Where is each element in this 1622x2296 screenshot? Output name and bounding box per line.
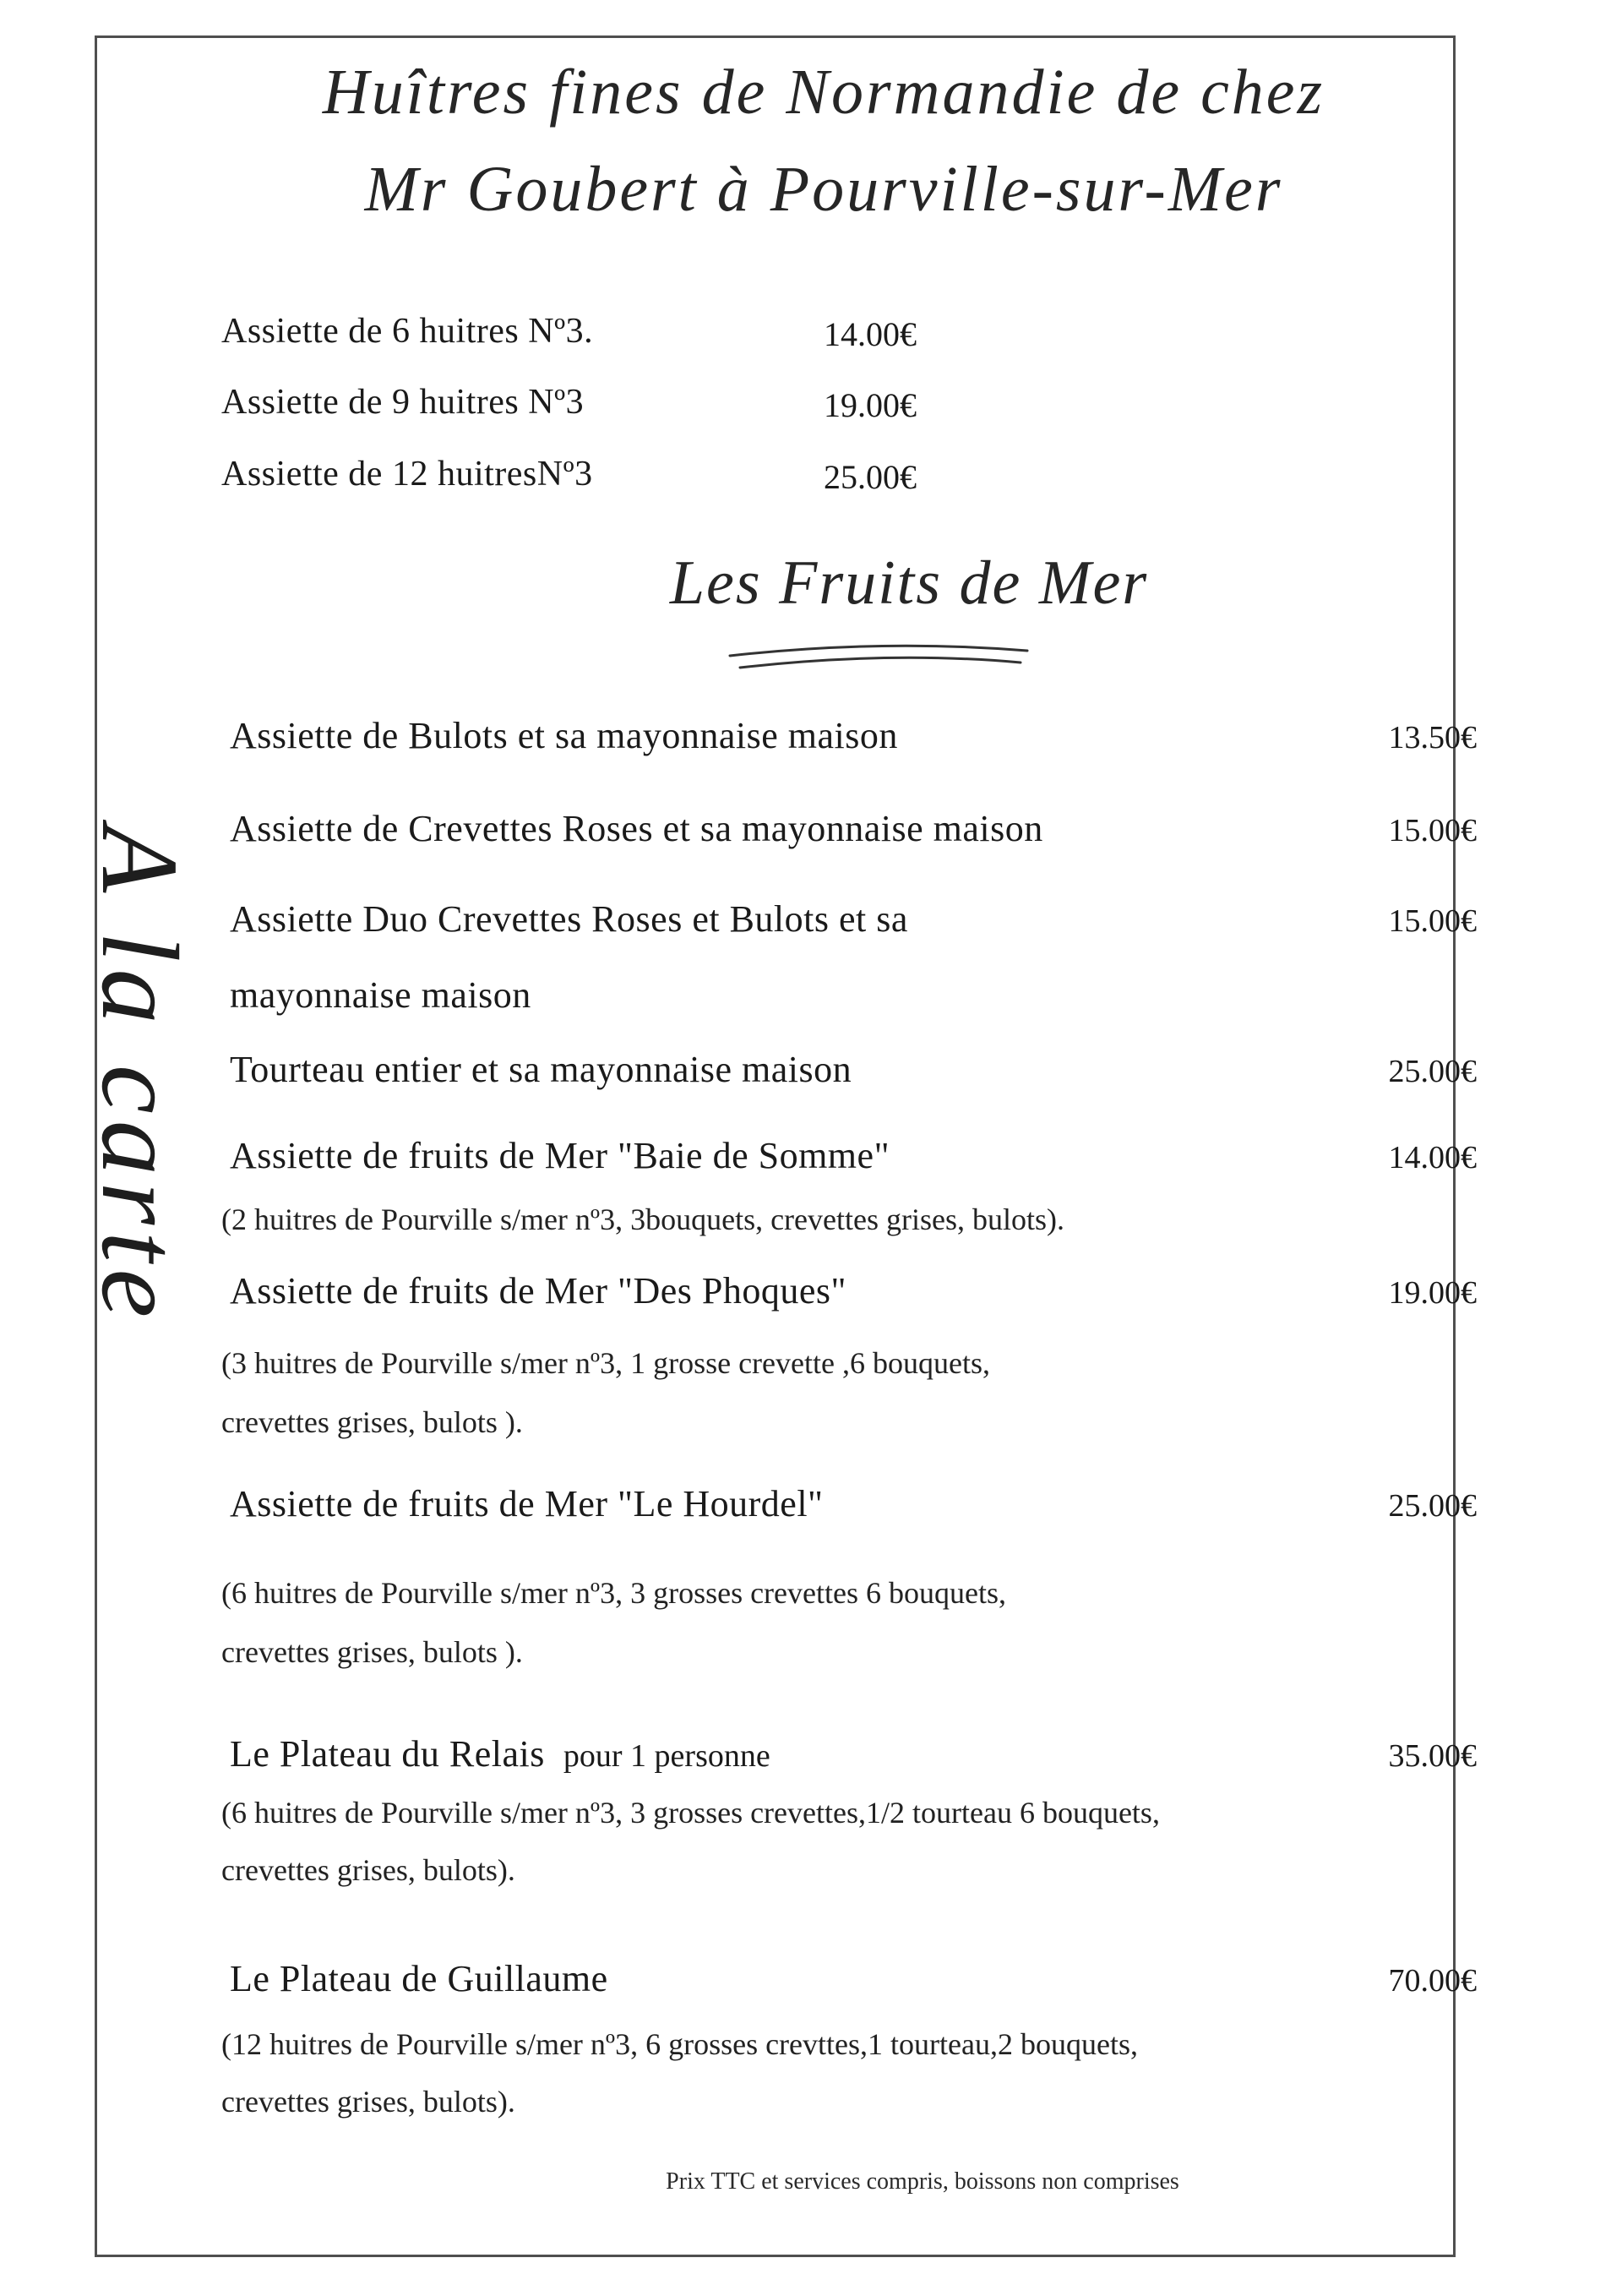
section-title-underline [725, 635, 1032, 673]
footer-note: Prix TTC et services compris, boissons non comprises [666, 2168, 1179, 2195]
item-title: Assiette de fruits de Mer "Des Phoques" [230, 1270, 846, 1312]
item-price: 35.00€ [1388, 1738, 1477, 1774]
oyster-item-name: Assiette de 9 huitres Nº3 [221, 383, 585, 422]
item-price: 14.00€ [1388, 1140, 1477, 1175]
header-script-line2: Mr Goubert à Pourville-sur-Mer [364, 154, 1283, 225]
item-price: 15.00€ [1388, 813, 1477, 848]
header-script-line1: Huîtres fines de Normandie de chez [322, 57, 1325, 128]
item-description: (6 huitres de Pourville s/mer nº3, 3 grosses crevettes 6 bouquets, [221, 1576, 1006, 1610]
item-description: (12 huitres de Pourville s/mer nº3, 6 grosses crevttes,1 tourteau,2 bouquets, [221, 2027, 1138, 2061]
oyster-item-name: Assiette de 12 huitresNº3 [221, 455, 593, 494]
item-price: 19.00€ [1388, 1275, 1477, 1311]
oyster-item-price: 19.00€ [824, 386, 917, 424]
item-title-text: Le Plateau du Relais [230, 1733, 545, 1775]
item-title: Assiette de Bulots et sa mayonnaise maison [230, 715, 898, 756]
item-price: 15.00€ [1388, 903, 1477, 939]
item-subtitle: pour 1 personne [563, 1738, 770, 1774]
item-price: 13.50€ [1388, 720, 1477, 755]
section-title: Les Fruits de Mer [669, 548, 1149, 618]
item-title: Assiette Duo Crevettes Roses et Bulots et sa [230, 898, 908, 940]
item-description: (6 huitres de Pourville s/mer nº3, 3 grosses crevettes,1/2 tourteau 6 bouquets, [221, 1796, 1160, 1830]
item-price: 25.00€ [1388, 1054, 1477, 1089]
item-description: crevettes grises, bulots). [221, 1853, 515, 1887]
oyster-item-price: 14.00€ [824, 315, 917, 353]
oyster-item-name: Assiette de 6 huitres Nº3. [221, 312, 594, 351]
item-title: Tourteau entier et sa mayonnaise maison [230, 1049, 852, 1090]
item-description: crevettes grises, bulots). [221, 2085, 515, 2119]
item-description: crevettes grises, bulots ). [221, 1405, 523, 1439]
item-title: Le Plateau de Guillaume [230, 1958, 608, 1999]
item-price: 25.00€ [1388, 1488, 1477, 1524]
item-title [230, 1732, 770, 1775]
item-title: Assiette de fruits de Mer "Le Hourdel" [230, 1483, 824, 1524]
item-title: Assiette de Crevettes Roses et sa mayonnaise maison [230, 808, 1043, 849]
item-description: crevettes grises, bulots ). [221, 1635, 523, 1669]
item-title: Assiette de fruits de Mer "Baie de Somme" [230, 1135, 890, 1176]
oyster-item-price: 25.00€ [824, 458, 917, 496]
item-description: (2 huitres de Pourville s/mer nº3, 3bouquets, crevettes grises, bulots). [221, 1203, 1064, 1236]
side-label-a-la-carte: A la carte [79, 825, 200, 1325]
item-price: 70.00€ [1388, 1963, 1477, 1999]
item-description: (3 huitres de Pourville s/mer nº3, 1 grosse crevette ,6 bouquets, [221, 1346, 990, 1380]
item-title-wrap: mayonnaise maison [230, 974, 531, 1016]
